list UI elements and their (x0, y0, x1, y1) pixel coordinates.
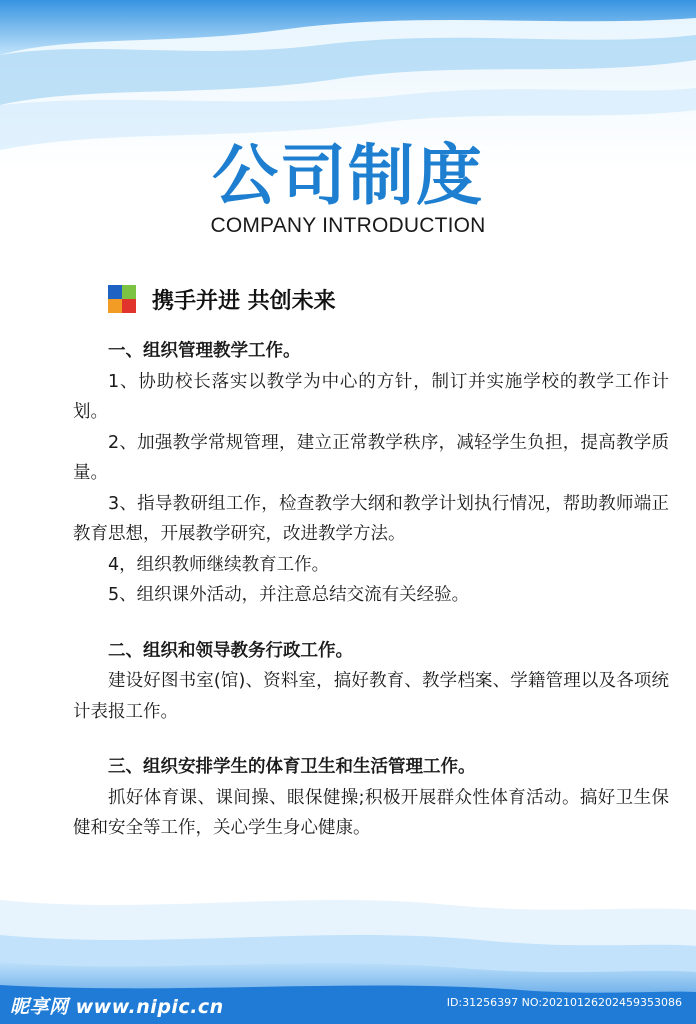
section-3 (73, 752, 669, 844)
section-heading: 三、组织安排学生的体育卫生和生活管理工作。 (108, 757, 476, 777)
page-subtitle: COMPANY INTRODUCTION (210, 214, 486, 237)
watermark-id: ID:31256397 NO:20210126202459353086 (446, 996, 682, 1009)
paragraph: 1、协助校长落实以教学为中心的方针，制订并实施学校的教学工作计划。 (73, 371, 669, 422)
color-squares-icon (108, 285, 136, 313)
section-2 (73, 636, 669, 728)
paragraph: 3、指导教研组工作，检查教学大纲和教学计划执行情况，帮助教师端正教育思想，开展教学研究，改进教学方法。 (73, 493, 669, 544)
paragraph: 抓好体育课、课间操、眼保健操;积极开展群众性体育活动。搞好卫生保健和安全等工作，关心学生身心健康。 (73, 787, 669, 838)
page-title: 公司制度 (212, 137, 484, 214)
section-heading: 二、组织和领导教务行政工作。 (108, 640, 353, 661)
paragraph: 4，组织教师继续教育工作。 (108, 554, 330, 575)
slogan-row (108, 284, 336, 314)
content-body (73, 336, 669, 844)
section-1 (73, 336, 669, 611)
slogan: 携手并进 共创未来 (152, 288, 336, 314)
paragraph: 2、加强教学常规管理，建立正常教学秩序，减轻学生负担，提高教学质量。 (73, 432, 669, 483)
paragraph: 建设好图书室(馆)、资料室，搞好教育、教学档案、学籍管理以及各项统计表报工作。 (73, 671, 669, 722)
paragraph: 5、组织课外活动，并注意总结交流有关经验。 (108, 585, 470, 605)
watermark-logo: 昵享网 www.nipic.cn (10, 996, 224, 1018)
section-heading: 一、组织管理教学工作。 (108, 341, 301, 361)
